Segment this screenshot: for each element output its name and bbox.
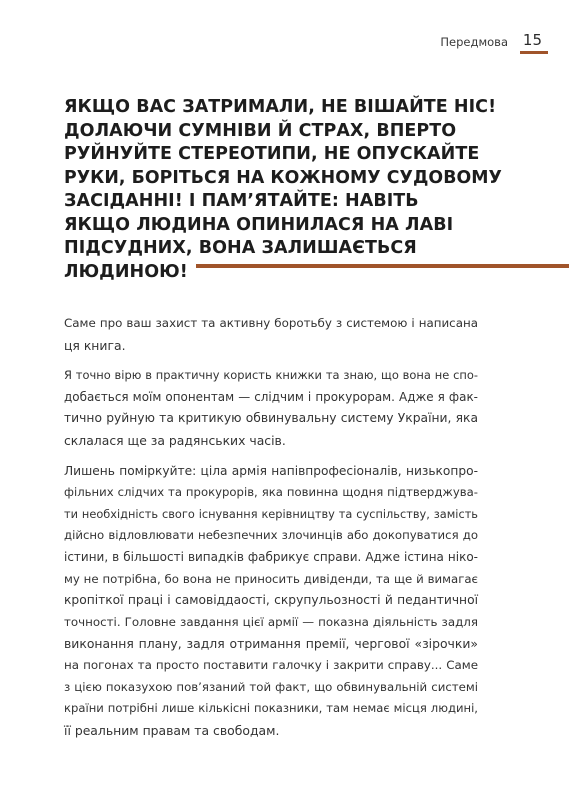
text-line: ти необхідність свого існування керівництву та суспільству, замість (64, 506, 478, 521)
pull-quote-line: ПІДСУДНИХ, ВОНА ЗАЛИШАЄТЬСЯ (64, 238, 417, 258)
running-header (430, 30, 548, 60)
page-number: 15 (522, 31, 542, 49)
header-accent-rule (520, 51, 548, 54)
paragraph (64, 461, 478, 742)
text-line: Саме про ваш захист та активну боротьбу з системою і написана (64, 316, 478, 330)
text-line: з цією показухою пов’язаний той факт, що обвинувальній системі (64, 679, 478, 694)
text-line: Лишень поміркуйте: ціла армія напівпрофесіоналів, низькопро- (64, 463, 478, 478)
pull-quote-line: ЗАСІДАННІ! І ПАМ’ЯТАЙТЕ: НАВІТЬ (64, 191, 419, 211)
text-line: фільних слідчих та прокурорів, яка повинна щодня підтверджува- (64, 485, 478, 500)
body-text (64, 313, 478, 750)
text-line: на погонах та просто поставити галочку і закрити справу... Саме (64, 657, 478, 672)
text-line: Я точно вірю в практичну користь книжки та знаю, що вона не спо- (64, 368, 478, 383)
paragraph (64, 313, 478, 356)
pull-quote-line: ЛЮДИНОЮ! (64, 261, 188, 282)
paragraph (64, 365, 478, 451)
text-line: му не потрібна, бо вона не приносить дивіденди, та ще й вимагає (64, 571, 478, 586)
pull-quote-accent-rule (196, 264, 569, 268)
text-line: склалася ще за радянських часів. (64, 432, 286, 448)
section-title: Передмова (440, 35, 508, 49)
text-line: виконання плану, задля отримання премії, чергової «зірочки» (64, 636, 478, 652)
text-line: точності. Головне завдання цієї армії — показна діяльність задля (64, 614, 478, 629)
text-line: країни потрібні лише кількісні показники, там немає місця людині, (64, 701, 478, 716)
text-line: істини, в більшості випадків фабрикує справи. Адже істина ніко- (64, 549, 478, 564)
text-line: дійсно відловлювати небезпечних злочинців або докопуватися до (64, 528, 478, 543)
text-line: кропіткої праці і самовіддаості, скрупульозності й педантичної (64, 593, 478, 608)
pull-quote-line: РУЙНУЙТЕ СТЕРЕОТИПИ, НЕ ОПУСКАЙТЕ (64, 144, 480, 164)
pull-quote (64, 96, 504, 284)
pull-quote-line: ЯКЩО ЛЮДИНА ОПИНИЛАСЯ НА ЛАВІ (64, 214, 454, 235)
pull-quote-line: РУКИ, БОРІТЬСЯ НА КОЖНОМУ СУДОВОМУ (64, 167, 502, 188)
text-line: тично руйную та критикую обвинувальну систему України, яка (64, 411, 478, 426)
pull-quote-line: ДОЛАЮЧИ СУМНІВИ Й СТРАХ, ВПЕРТО (64, 120, 457, 141)
text-line: ця книга. (64, 337, 126, 353)
text-line: добається моїм опонентам — слідчим і прокурорам. Адже я фак- (64, 389, 478, 404)
text-line: її реальним правам та свободам. (64, 722, 280, 738)
pull-quote-line: ЯКЩО ВАС ЗАТРИМАЛИ, НЕ ВІШАЙТЕ НІС! (64, 97, 497, 117)
